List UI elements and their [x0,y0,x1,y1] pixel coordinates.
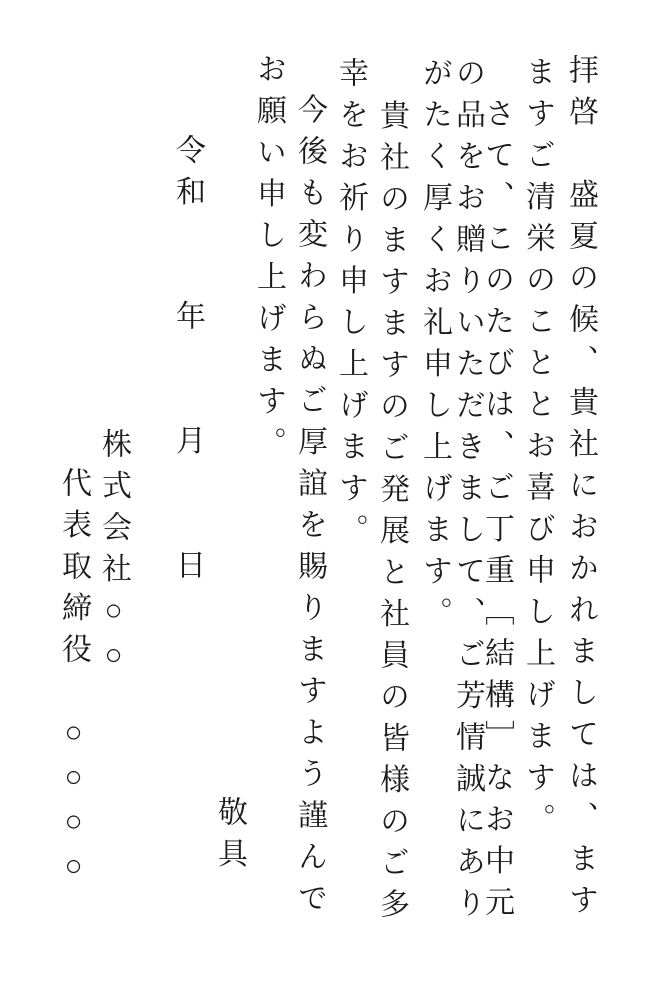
body-column-6: 貴社のますますのご発展と社員の皆様のご多 [375,58,408,930]
body-column-2: ますご清栄のこととお喜び申し上げます。 [521,56,554,845]
body-column-7: 幸をお祈り申し上げます。 [334,57,367,555]
signature-representative: 代表取締役 ○○○○ [57,467,90,894]
body-column-3: さて、このたびは、ご丁重［結構］なお中元 [480,56,513,928]
body-column-9: お願い申し上げます。 [252,53,285,468]
body-column-8: 今後も変わらぬご厚誼を賜りますよう謹んで [293,52,326,924]
signature-company: 株式会社○○ [97,428,130,683]
body-column-1: 拝啓 盛夏の候、貴社におかれましては、ます [564,54,597,926]
body-column-4: の品をお贈りいただきまして、ご芳情誠にあり [451,57,484,929]
date-line: 令和 年 月 日 [171,134,204,591]
closing-word: 敬具 [213,796,246,879]
body-column-5: がたく厚くお礼申し上げます。 [418,57,451,638]
